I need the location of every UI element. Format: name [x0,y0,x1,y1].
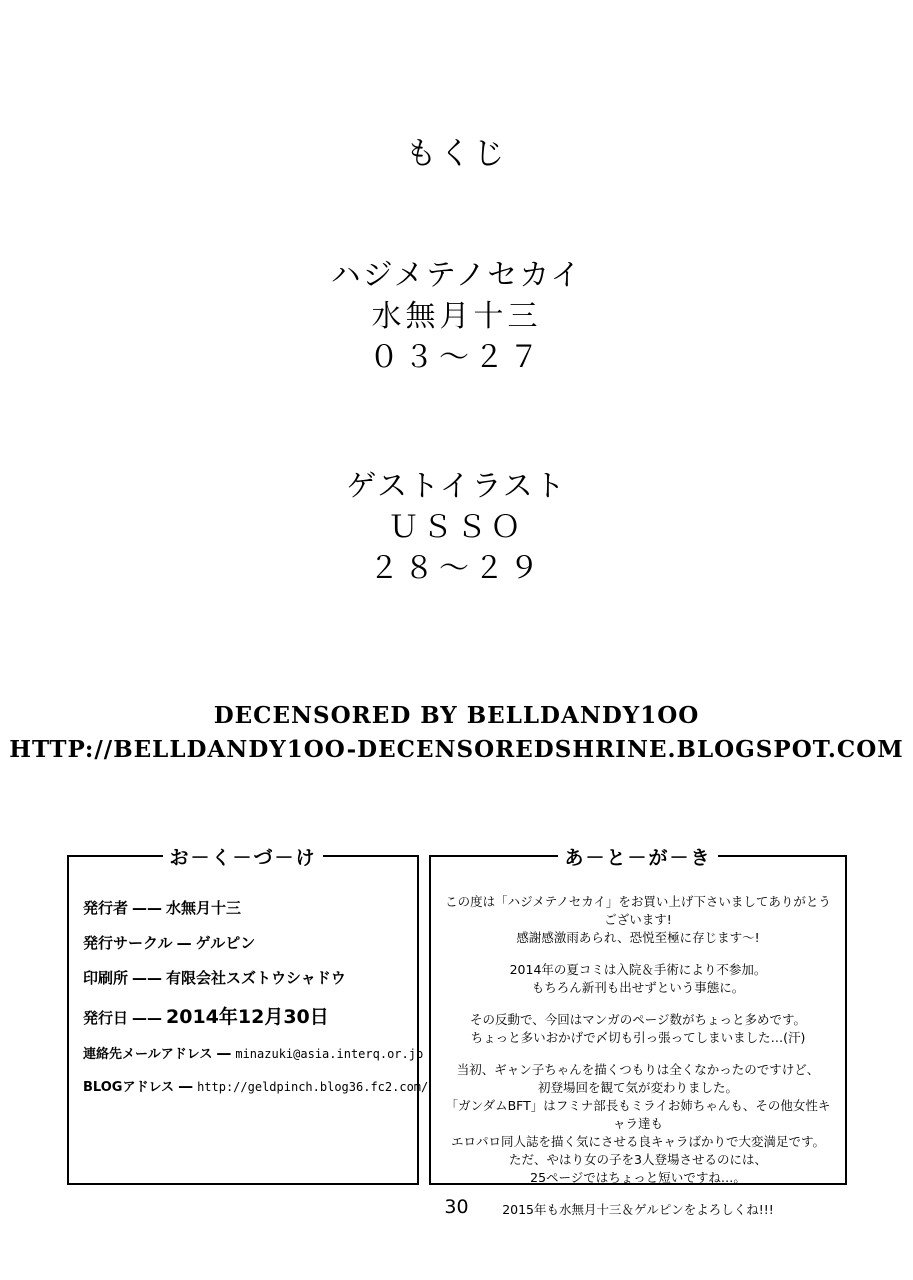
colophon-row-value: minazuki@asia.interq.or.jp [235,1047,424,1061]
toc-entry-title: ハジメテノセカイ [330,258,583,293]
afterword-paragraph: 2015年も水無月十三＆ゲルピンをよろしくね!!! [502,1202,774,1217]
colophon-row-value: 有限会社スズトウシャドウ [166,969,346,987]
toc-entry [0,255,913,378]
colophon-row-label: 連絡先メールアドレス [83,1047,213,1062]
afterword-paragraph: 2014年の夏コミは入院＆手術により不参加。 もちろん新刊も出せずという事態に。 [509,962,767,995]
colophon-row-label: 発行日 [83,1009,129,1027]
decensor-credit-url: HTTP://BELLDANDY1OO-DECENSOREDSHRINE.BLOGSPOT.COM [9,736,904,763]
afterword-paragraph: 当初、ギャン子ちゃんを描くつもりは全くなかったのですけど、 初登場回を観て気が変わりました。 「ガンダムBFT」はフミナ部長もミライお姉ちゃんも、その他女性キャラ達も エロパロ同人誌を描く気にさせる良キャラばかりで大変満足です。 ただ、やはり女の子を3人登場させるのには、 25ページではちょっと短いですね…。 [445,1062,831,1185]
afterword-paragraph: この度は「ハジメテノセカイ」をお買い上げ下さいましてありがとうございます! 感謝感激雨あられ、恐悦至極に存じます〜! [445,894,831,945]
decensor-credit [0,699,913,767]
toc-entry-pages: ２８〜２９ [369,551,544,586]
colophon-row-dash: —— [132,969,163,987]
colophon-row [83,1043,424,1062]
colophon-row-dash: —— [132,1009,163,1027]
toc-entry-title: ゲストイラスト [346,469,567,504]
colophon-row-label: 印刷所 [83,969,129,987]
toc-entry [0,466,913,589]
colophon-row [83,1076,429,1095]
colophon-row-dash: —— [132,899,163,917]
toc-entry-author: 水無月十三 [371,299,542,334]
colophon-row [83,897,417,918]
toc-entry-pages: ０３〜２７ [369,340,544,375]
colophon-rows [69,857,429,1095]
colophon-heading [69,843,417,870]
colophon-row-value: ゲルピン [195,934,256,952]
page-number: 30 [444,1196,469,1218]
colophon-row-label: BLOGアドレス [83,1080,175,1095]
bottom-panels [67,847,847,1217]
colophon-row [83,1002,417,1029]
afterword-paragraph: その反動で、今回はマンガのページ数がちょっと多めです。 ちょっと多いおかげで〆切も引っ張ってしまいました…(汗) [469,1012,806,1045]
afterword-heading [431,843,845,870]
afterword-heading-text: あ－と－が－き [558,847,717,869]
colophon-row-value: http://geldpinch.blog36.fc2.com/ [197,1080,429,1094]
colophon-row-value: 水無月十三 [166,899,242,917]
decensor-credit-line-1: DECENSORED BY BELLDANDY1OO [213,702,700,729]
colophon-row-value: 2014年12月30日 [166,1006,329,1028]
colophon-panel [67,847,429,1185]
colophon-row [83,967,417,988]
afterword-body [431,857,845,1219]
colophon-row-label: 発行サークル [83,934,173,952]
colophon-row-dash: — [216,1044,232,1062]
page-title: もくじ [405,136,508,172]
colophon-row-label: 発行者 [83,899,129,917]
colophon-row-dash: — [178,1077,194,1095]
colophon-row-dash: — [176,934,192,952]
colophon-heading-text: お－く－づ－け [163,847,322,869]
toc-entry-author: ＵＳＳＯ [388,510,525,545]
colophon-row [83,932,417,953]
